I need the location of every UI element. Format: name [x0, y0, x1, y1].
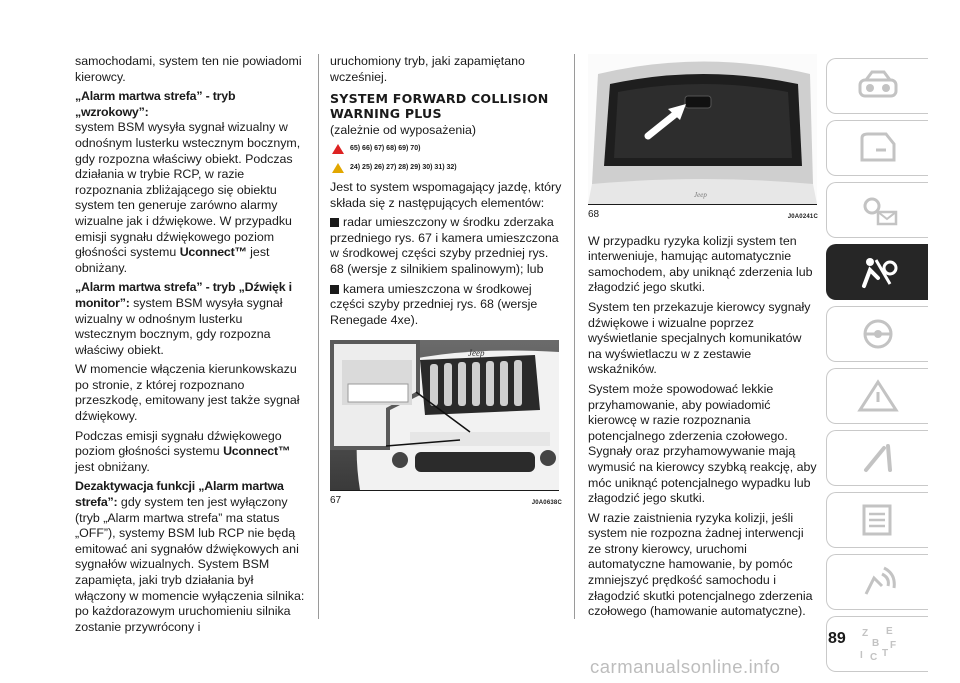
tab-driving[interactable] [826, 306, 928, 362]
svg-text:C: C [869, 652, 877, 663]
alphabet-index-icon [856, 624, 900, 664]
figure-67-radar [330, 340, 559, 491]
column-1 [75, 54, 307, 639]
paragraph: Jest to system wspomagający jazdę, który składa się z następujących elementów: [330, 179, 562, 210]
warning-triangle-icon [856, 378, 900, 414]
column-3 [588, 54, 818, 624]
tab-technical-specs[interactable] [826, 492, 928, 548]
light-sun-envelope-icon [856, 192, 900, 228]
bullet-item: kamera umieszczona w środkowej części szyby przedniej rys. 68 (wersje Renegade 4xe). [330, 281, 538, 327]
svg-text:Jeep: Jeep [468, 348, 485, 359]
tab-safety[interactable] [826, 244, 928, 300]
section-bsm-sound: „Alarm martwa strefa” - tryb „Dźwięk i monitor”: system BSM wysyła sygnał wizualny w odnośnym lusterku wstecznym bocznym, gdy rozpozna właściwy obiekt. [75, 280, 292, 357]
svg-text:E: E [885, 626, 893, 637]
svg-text:Z: Z [861, 628, 868, 639]
key-door-icon [856, 130, 900, 166]
subheading: Dezaktywacja funkcji „Alarm martwa strefa”: [75, 479, 284, 510]
paragraph: W razie zaistnienia ryzyka kolizji, jeśli system nie rozpozna żadnej interwencji ze strony kierowcy, uruchomi automatyczne hamowanie, by pomóc zmniejszyć prędkość samochodu i złagodzić skutki potencjalnego zderzenia czołowego (hamowanie automatyczne). [588, 510, 813, 619]
paragraph: W przypadku ryzyka kolizji system ten interweniuje, hamując automatycznie samochodem, aby uniknąć zderzenia lub złagodzić jego skutki. [588, 233, 813, 295]
paragraph: Podczas emisji sygnału dźwiękowego poziom głośności systemu Uconnect™ jest obniżany. [75, 428, 291, 474]
caution-triangle-icon [332, 163, 344, 173]
tab-getting-to-know[interactable] [826, 120, 928, 176]
column-separator-2 [574, 54, 575, 619]
section-bsm-off: Dezaktywacja funkcji „Alarm martwa strefa”: gdy system ten jest wyłączony (tryb „Alarm martwa strefa” ma status „OFF”), systemy BSM lub RCP nie będą emitować ani sygnałów dźwiękowych ani sygnałów wizualnych. System BSM zapamięta, jaki tryb działania był włączony w momencie wyłączenia silnika: po każdorazowym uruchomieniu silnika zostanie przywrócony i [75, 479, 305, 634]
tab-servicing[interactable] [826, 430, 928, 486]
tab-emergency[interactable] [826, 368, 928, 424]
tab-dashboard[interactable] [826, 58, 928, 114]
paragraph: samochodami, system ten nie powiadomi kierowcy. [75, 54, 302, 84]
figure-caption [330, 493, 562, 512]
chapter-tabs [826, 58, 928, 678]
page-number: 89 [828, 630, 846, 647]
multimedia-signal-icon [856, 564, 900, 600]
car-front-bumper-image [330, 340, 559, 490]
figure-code: J0A0638C [531, 500, 562, 507]
tab-multimedia[interactable] [826, 554, 928, 610]
figure-number: 68 [588, 209, 600, 220]
svg-text:Jeep: Jeep [694, 191, 707, 199]
bullet-square-icon [330, 285, 339, 294]
svg-text:B: B [871, 638, 879, 649]
bullet-square-icon [330, 218, 339, 227]
figure-number: 67 [330, 495, 342, 507]
watermark: carmanualsonline.info [590, 656, 781, 677]
warning-refs-red: 65) 66) 67) 68) 69) 70) [332, 141, 562, 157]
figure-68-camera [588, 54, 817, 205]
paragraph: System ten przekazuje kierowcy sygnały dźwiękowe i wizualne poprzez wyświetlanie specjalnych komunikatów na wyświetlaczu w z zestawie wskaźników. [588, 299, 811, 377]
figure-code: J0A0241C [787, 214, 818, 220]
column-2 [330, 54, 562, 520]
warning-refs-yellow: 24) 25) 26) 27) 28) 29) 30) 31) 32) [332, 160, 562, 176]
svg-text:I: I [859, 650, 863, 661]
wrench-tools-icon [856, 440, 900, 476]
column-separator-1 [318, 54, 319, 619]
steering-wheel-icon [856, 316, 900, 352]
paragraph: uruchomiony tryb, jaki zapamiętano wcześniej. [330, 54, 525, 84]
paragraph: System może spowodować lekkie przyhamowanie, aby powiadomić kierowcę w razie rozpoznania potencjalnego zderzenia czołowego. Sygnały oraz przyhamowywanie mają wymusić na kierowcy szybką reakcję, aby móc uniknąć potencjalnego wypadku lub złagodzić jego skutki. [588, 381, 817, 506]
section-bsm-visual: „Alarm martwa strefa” - tryb „wzrokowy”: system BSM wysyła sygnał wizualny w odnośnym lusterku wstecznym bocznym, gdy rozpozna właściwy obiekt. Podczas działania w trybie RCP, w razie rozpoznania zbliżającego się obiektu system ten generuje zarówno alarmy wizualne jak i dźwiękowe. W przypadku emisji sygnału dźwiękowego poziom głośności systemu Uconnect™ jest obniżany. [75, 89, 301, 275]
subheading: „Alarm martwa strefa” - tryb „Dźwięk i monitor”: [75, 280, 292, 310]
specifications-list-icon [856, 502, 900, 538]
heading-note: (zależnie od wyposażenia) [330, 123, 477, 138]
figure-caption [588, 207, 818, 226]
subheading: „Alarm martwa strefa” - tryb „wzrokowy”: [75, 89, 236, 119]
svg-text:T: T [881, 648, 888, 659]
section-heading: SYSTEM FORWARD COLLISION WARNING PLUS [330, 91, 549, 122]
tab-lights[interactable] [826, 182, 928, 238]
warning-triangle-icon [332, 144, 344, 154]
dashboard-car-icon [856, 68, 900, 104]
bullet-item: radar umieszczony w środku zderzaka przedniego rys. 67 i kamera umieszczona w środkowej części szyby przedniej rys. 68 (wersje z silnikiem spalinowym); lub [330, 215, 559, 276]
windshield-camera-image [588, 54, 817, 204]
airbag-safety-icon [856, 254, 900, 290]
svg-text:F: F [889, 640, 896, 651]
paragraph: W momencie włączenia kierunkowskazu po stronie, z której rozpoznano przeszkodę, emitowany jest także sygnał dźwiękowy. [75, 362, 300, 424]
